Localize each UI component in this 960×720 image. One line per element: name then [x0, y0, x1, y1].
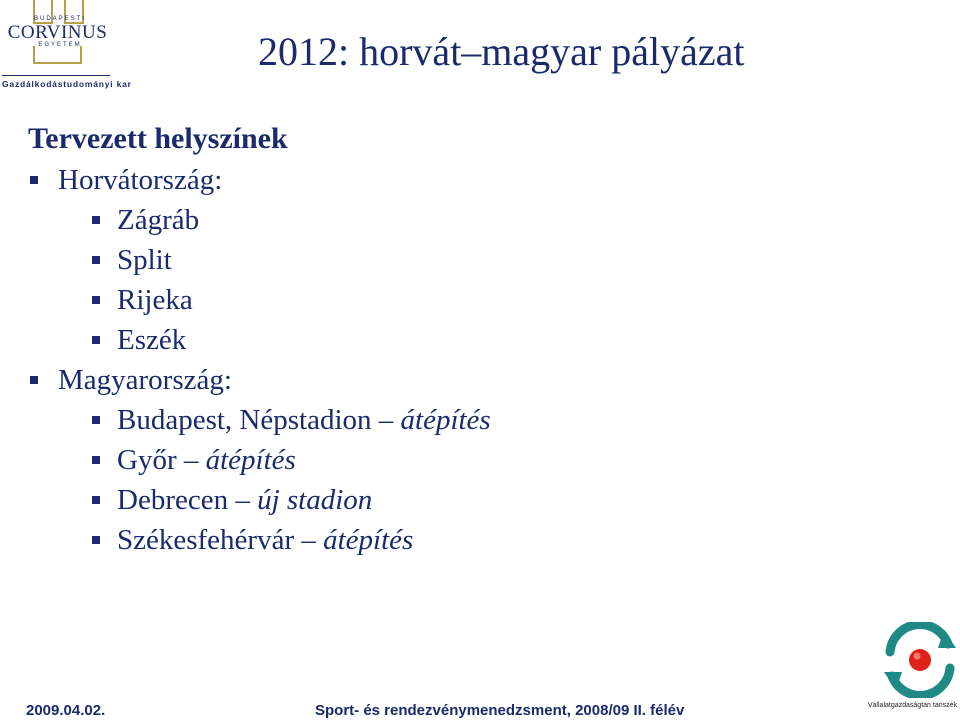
list-item-note: átépítés [323, 524, 414, 556]
list-item-note: új stadion [257, 484, 373, 516]
list-item-text: Eszék [117, 324, 187, 356]
square-bullet-icon [92, 536, 100, 544]
list-item-note: átépítés [400, 404, 491, 436]
square-bullet-icon [92, 256, 100, 264]
list-item [28, 200, 788, 240]
list-item [28, 400, 788, 440]
logo-name: CORVINUS [7, 22, 108, 43]
square-bullet-icon [92, 296, 100, 304]
square-bullet-icon [92, 456, 100, 464]
list-item-text: Split [117, 244, 172, 276]
group-hungary [28, 360, 788, 400]
list-item-note: átépítés [205, 444, 296, 476]
list-item [28, 480, 788, 520]
list-item [28, 280, 788, 320]
logo-rule [2, 75, 110, 76]
square-bullet-icon [92, 496, 100, 504]
slide-title: 2012: horvát–magyar pályázat [258, 29, 745, 74]
logo-bottom-tag: EGYETEM [38, 42, 82, 48]
section-heading: Tervezett helyszínek [28, 122, 288, 155]
list-item [28, 320, 788, 360]
group-label: Magyarország: [58, 364, 232, 396]
list-item-text: Budapest, Népstadion – [117, 404, 401, 436]
list-item [28, 240, 788, 280]
logo-top-tag: BUDAPESTI [33, 16, 86, 22]
slide-content [28, 122, 788, 560]
list-item-text: Zágráb [117, 204, 200, 236]
logo-faculty: Gazdálkodástudományi kar [2, 79, 132, 89]
square-bullet-icon [92, 416, 100, 424]
group-label: Horvátország: [58, 164, 223, 196]
department-emblem-icon [882, 622, 958, 698]
list-item [28, 440, 788, 480]
square-bullet-icon [92, 336, 100, 344]
footer-course: Sport- és rendezvénymenedzsment, 2008/09 II. félév [315, 702, 685, 719]
square-bullet-icon [30, 376, 38, 384]
footer-date: 2009.04.02. [26, 702, 106, 719]
list-item-text: Győr – [117, 444, 206, 476]
square-bullet-icon [30, 176, 38, 184]
logo-crest-base [33, 46, 82, 64]
list-item-text: Székesfehérvár – [117, 524, 324, 556]
corvinus-logo [0, 0, 132, 92]
list-item-text: Debrecen – [117, 484, 258, 516]
department-caption: Vállalatgazdaságtan tanszék [867, 702, 957, 709]
list-item-text: Rijeka [117, 284, 193, 316]
square-bullet-icon [92, 216, 100, 224]
list-item [28, 520, 788, 560]
group-croatia [28, 160, 788, 200]
